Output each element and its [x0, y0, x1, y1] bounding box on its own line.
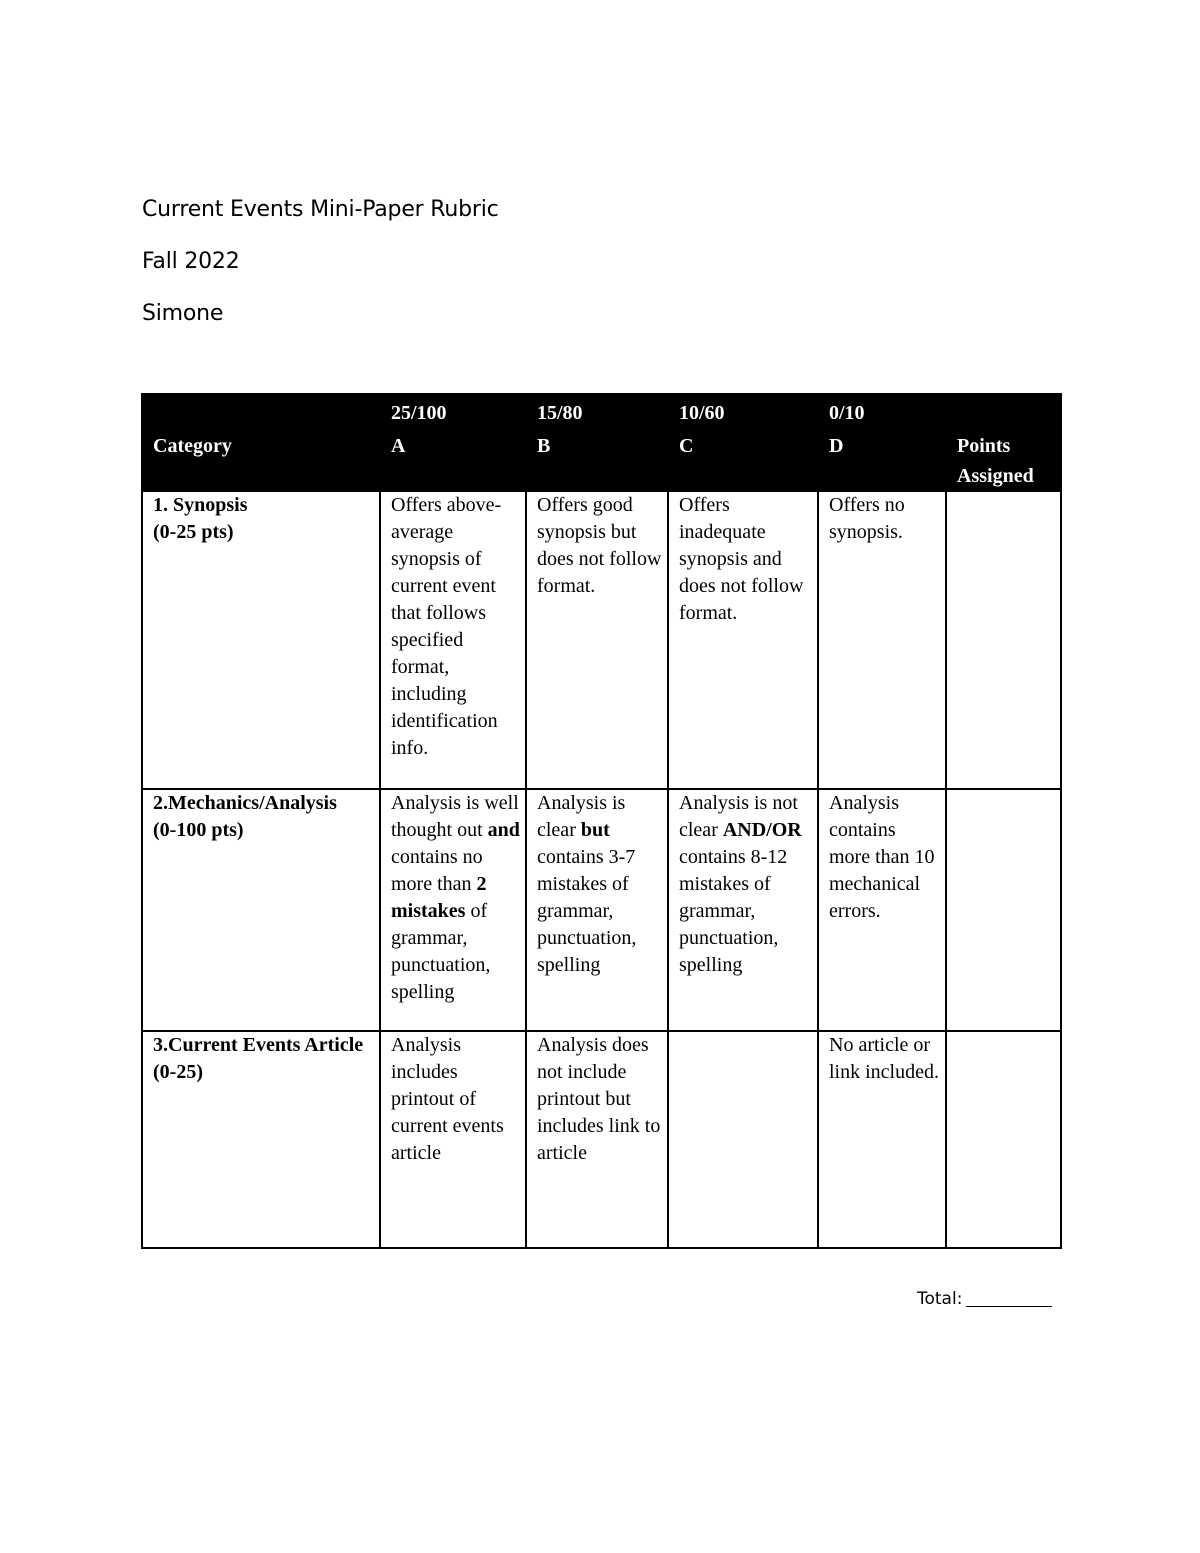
table-row-article	[142, 1031, 1061, 1248]
cell-text: of grammar, punctuation, spelling	[391, 900, 491, 1003]
cell-text: contains no more than	[391, 846, 483, 895]
header-label: C	[679, 435, 694, 457]
category-name: 3.Current Events Article	[153, 1034, 364, 1056]
document-term: Fall 2022	[142, 249, 240, 274]
grade-a-cell: Offers above-average synopsis of current event that follows specified format, including identification info.	[380, 491, 526, 789]
grade-b-cell: Offers good synopsis but does not follow format.	[526, 491, 668, 789]
cell-text-bold: 2 mistakes	[391, 873, 487, 922]
header-label: Category	[153, 435, 232, 457]
header-label: B	[537, 435, 551, 457]
total-label: Total:	[917, 1289, 963, 1309]
header-grade-c	[668, 394, 818, 491]
table-header-row	[142, 394, 1061, 491]
header-grade-b	[526, 394, 668, 491]
document-title: Current Events Mini-Paper Rubric	[142, 197, 499, 222]
grade-d-cell: Offers no synopsis.	[818, 491, 946, 789]
header-score: 0/10	[829, 402, 865, 424]
cell-text-bold: but	[580, 819, 610, 841]
total-blank-line[interactable]	[966, 1290, 1052, 1307]
category-range: (0-25)	[153, 1061, 203, 1083]
category-name: 2.Mechanics/Analysis	[153, 792, 337, 814]
header-points-assigned	[946, 394, 1061, 491]
header-grade-a	[380, 394, 526, 491]
header-category	[142, 394, 380, 491]
header-grade-d	[818, 394, 946, 491]
points-assigned-cell	[946, 1031, 1061, 1248]
header-score	[957, 397, 1056, 430]
points-assigned-cell	[946, 491, 1061, 789]
grade-d-cell: Analysis contains more than 10 mechanical errors.	[818, 789, 946, 1031]
points-assigned-cell	[946, 789, 1061, 1031]
category-cell	[142, 491, 380, 789]
category-name: 1. Synopsis	[153, 494, 248, 516]
document-author: Simone	[142, 301, 224, 326]
cell-text: Analysis is well thought out	[391, 792, 519, 841]
cell-text-bold: and	[487, 819, 520, 841]
grade-c-cell	[668, 789, 818, 1031]
header-score: 15/80	[537, 402, 583, 424]
category-cell	[142, 789, 380, 1031]
cell-text: contains 3-7 mistakes of grammar, punctuation, spelling	[537, 846, 637, 976]
header-label: Points	[957, 435, 1011, 457]
table-row-mechanics	[142, 789, 1061, 1031]
header-score: 10/60	[679, 402, 725, 424]
header-score: 25/100	[391, 402, 447, 424]
grade-a-cell	[380, 789, 526, 1031]
cell-text: Analysis is clear	[537, 792, 626, 841]
grade-b-cell: Analysis does not include printout but includes link to article	[526, 1031, 668, 1248]
cell-text: contains 8-12 mistakes of grammar, punctuation, spelling	[679, 846, 788, 976]
rubric-table	[141, 393, 1062, 1249]
header-label: A	[391, 435, 406, 457]
category-cell	[142, 1031, 380, 1248]
header-score	[153, 397, 375, 430]
total-field	[917, 1289, 1052, 1309]
category-range: (0-25 pts)	[153, 521, 234, 543]
header-label: D	[829, 435, 844, 457]
header-label-2: Assigned	[957, 465, 1034, 487]
grade-c-cell	[668, 1031, 818, 1248]
grade-b-cell	[526, 789, 668, 1031]
cell-text-bold: AND/OR	[722, 819, 802, 841]
category-range: (0-100 pts)	[153, 819, 244, 841]
cell-text: Analysis is not clear	[679, 792, 798, 841]
grade-a-cell: Analysis includes printout of current events article	[380, 1031, 526, 1248]
grade-d-cell: No article or link included.	[818, 1031, 946, 1248]
grade-c-cell: Offers inadequate synopsis and does not follow format.	[668, 491, 818, 789]
table-row-synopsis	[142, 491, 1061, 789]
